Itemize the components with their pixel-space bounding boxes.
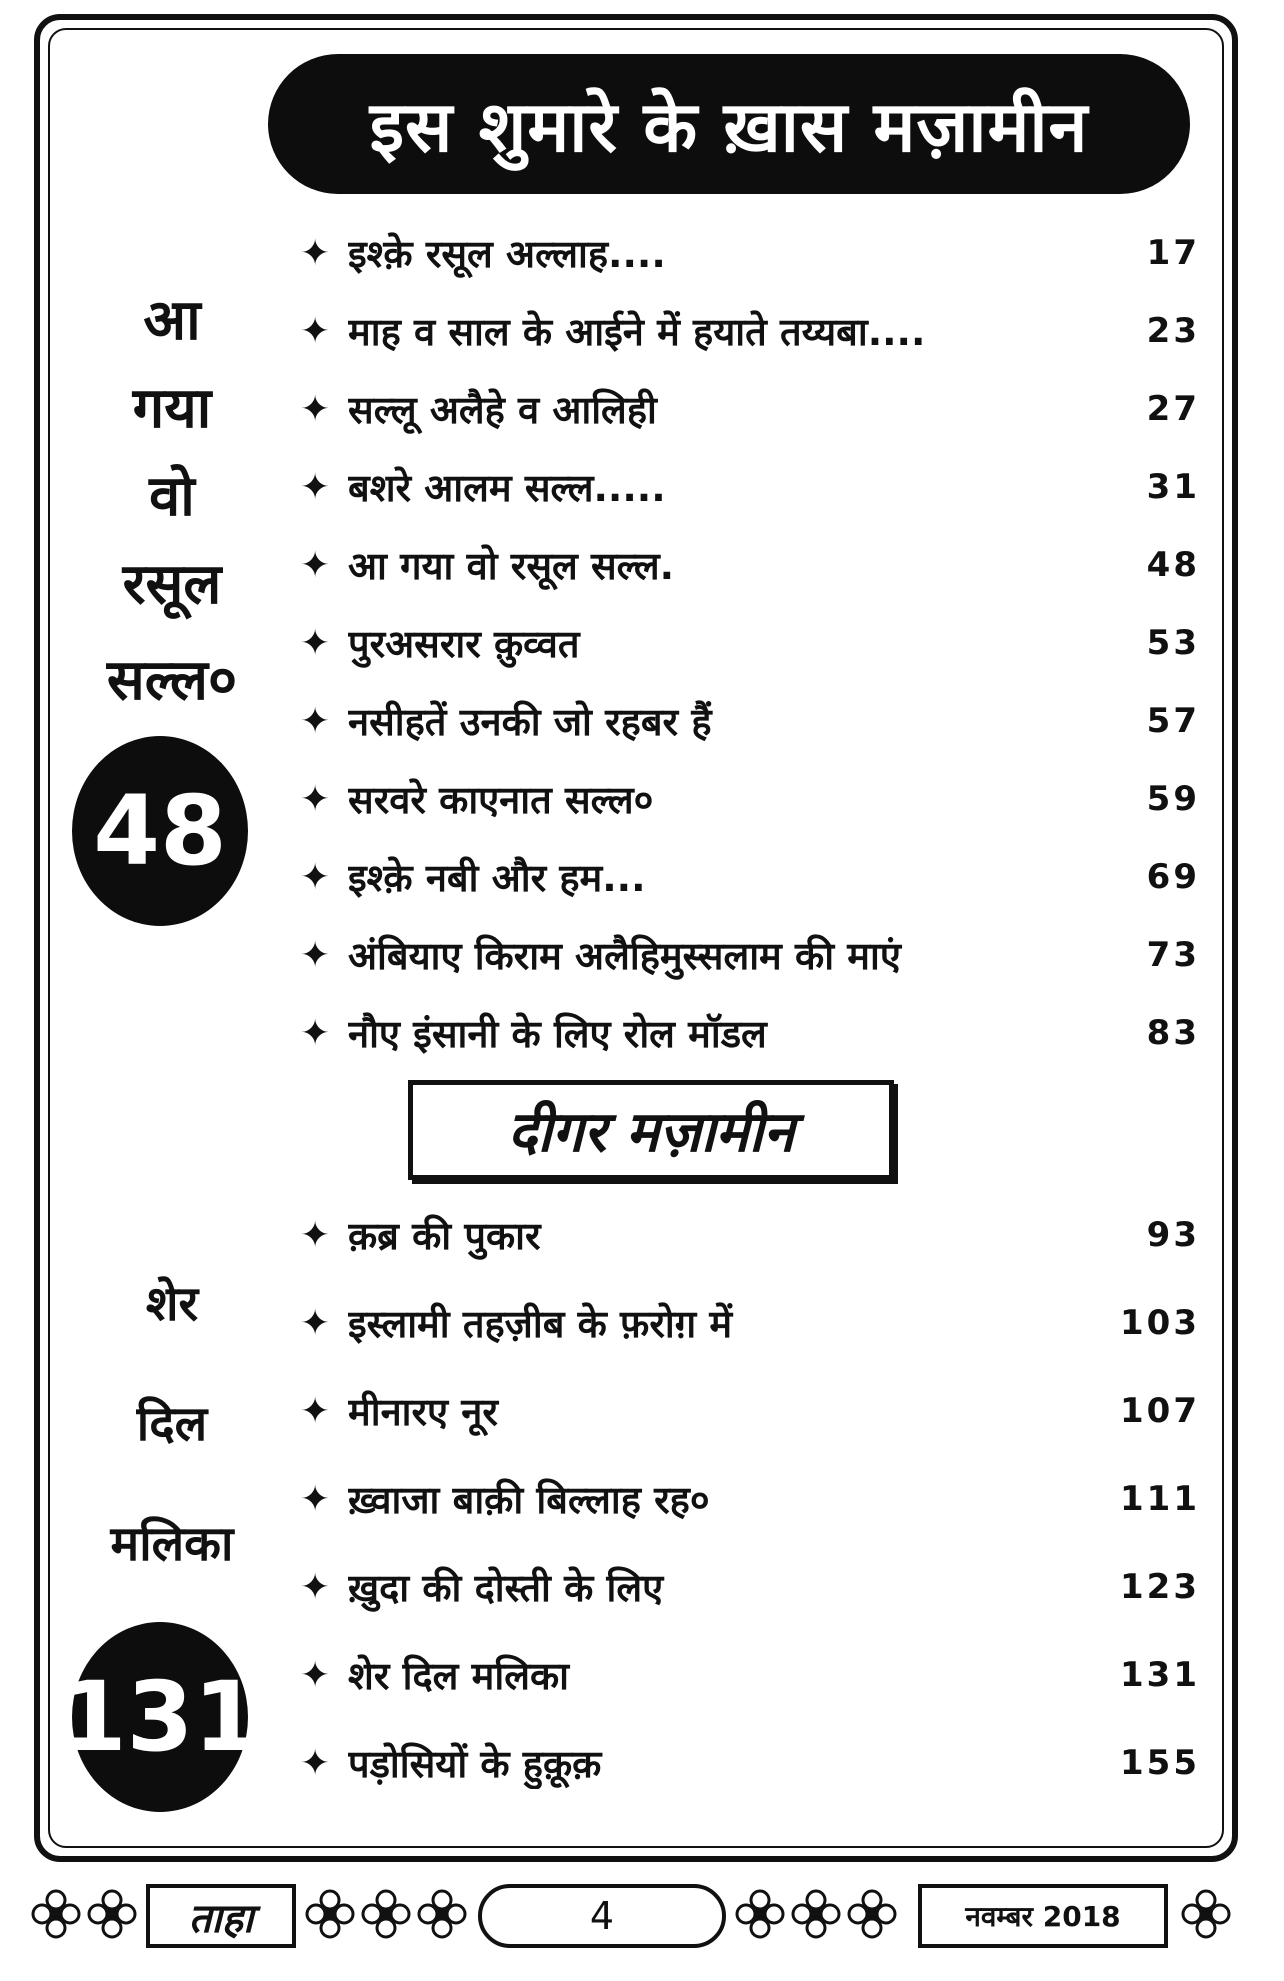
star-bullet-icon: ✦: [300, 778, 331, 820]
star-bullet-icon: ✦: [300, 1566, 331, 1608]
toc-item-page: 23: [1146, 311, 1200, 351]
toc-item-title: नसीहतें उनकी जो रहबर हैं: [348, 700, 712, 744]
toc-item-title: सरवरे काएनात सल्ल०: [348, 778, 654, 822]
page-number: 4: [478, 1884, 726, 1948]
star-bullet-icon: ✦: [300, 700, 331, 742]
toc-item-page: 53: [1146, 623, 1200, 663]
toc-item[interactable]: [300, 374, 1200, 444]
featured-page-badge-top: 48: [72, 736, 248, 926]
toc-item-title: क़ब्र की पुकार: [348, 1214, 541, 1258]
toc-item-title: पड़ोसियों के हुक़ूक़: [348, 1742, 602, 1786]
star-bullet-icon: ✦: [300, 388, 331, 430]
star-bullet-icon: ✦: [300, 1742, 331, 1784]
toc-item[interactable]: [300, 1200, 1200, 1270]
toc-item-page: 107: [1120, 1391, 1200, 1431]
star-bullet-icon: ✦: [300, 544, 331, 586]
star-bullet-icon: ✦: [300, 1214, 331, 1256]
side-word-3: वो: [149, 464, 195, 529]
toc-item-page: 59: [1146, 779, 1200, 819]
star-bullet-icon: ✦: [300, 1012, 331, 1054]
toc-item[interactable]: [300, 218, 1200, 288]
toc-item-title: इश्क़े रसूल अल्लाह....: [348, 232, 666, 276]
toc-item-page: 131: [1120, 1655, 1200, 1695]
flower-ornament-icon: [846, 1888, 898, 1940]
toc-item-title: मीनारए नूर: [348, 1390, 498, 1434]
toc-item[interactable]: [300, 842, 1200, 912]
side-word-bottom-2: दिल: [136, 1396, 208, 1452]
star-bullet-icon: ✦: [300, 934, 331, 976]
star-bullet-icon: ✦: [300, 1302, 331, 1344]
toc-item[interactable]: [300, 1728, 1200, 1798]
toc-item[interactable]: [300, 686, 1200, 756]
star-bullet-icon: ✦: [300, 622, 331, 664]
toc-item-title: इश्क़े नबी और हम...: [348, 856, 646, 900]
toc-item-title: सल्लू अलैहे व आलिही: [348, 388, 657, 432]
side-word-1: आ: [143, 288, 201, 353]
flower-ornament-icon: [30, 1888, 82, 1940]
star-bullet-icon: ✦: [300, 1390, 331, 1432]
star-bullet-icon: ✦: [300, 1654, 331, 1696]
toc-item-page: 123: [1120, 1567, 1200, 1607]
page-footer: [30, 1880, 1254, 1960]
toc-item-title: पुरअसरार क़ुव्वत: [348, 622, 580, 666]
flower-ornament-icon: [1180, 1888, 1232, 1940]
toc-item[interactable]: [300, 1552, 1200, 1622]
toc-item-page: 69: [1146, 857, 1200, 897]
flower-ornament-icon: [86, 1888, 138, 1940]
toc-item-title: नौए इंसानी के लिए रोल मॉडल: [348, 1012, 767, 1056]
toc-item[interactable]: [300, 764, 1200, 834]
toc-item-title: ख़ुदा की दोस्ती के लिए: [348, 1566, 664, 1610]
flower-ornament-icon: [734, 1888, 786, 1940]
star-bullet-icon: ✦: [300, 310, 331, 352]
toc-item[interactable]: [300, 1640, 1200, 1710]
toc-item[interactable]: [300, 920, 1200, 990]
toc-item[interactable]: [300, 296, 1200, 366]
toc-item-page: 27: [1146, 389, 1200, 429]
toc-item-title: शेर दिल मलिका: [348, 1654, 569, 1698]
toc-item-title: बशरे आलम सल्ल.....: [348, 466, 666, 510]
side-word-5: सल्ल०: [106, 648, 238, 713]
side-word-4: रसूल: [122, 552, 222, 617]
star-bullet-icon: ✦: [300, 466, 331, 508]
toc-item[interactable]: [300, 1288, 1200, 1358]
toc-item-page: 17: [1146, 233, 1200, 273]
toc-item-page: 103: [1120, 1303, 1200, 1343]
toc-item[interactable]: [300, 1376, 1200, 1446]
toc-item-page: 93: [1146, 1215, 1200, 1255]
magazine-name: ताहा: [146, 1884, 296, 1948]
toc-item-title: अंबियाए किराम अलैहिमुस्सलाम की माएं: [348, 934, 901, 978]
flower-ornament-icon: [360, 1888, 412, 1940]
featured-page-badge-bottom: 131: [72, 1622, 248, 1812]
section-heading: दीगर मज़ामीन: [408, 1080, 894, 1180]
toc-item-title: आ गया वो रसूल सल्ल.: [348, 544, 675, 588]
toc-item-page: 83: [1146, 1013, 1200, 1053]
toc-item-page: 48: [1146, 545, 1200, 585]
page-title: इस शुमारे के ख़ास मज़ामीन: [268, 54, 1190, 194]
toc-item[interactable]: [300, 530, 1200, 600]
toc-item-title: माह व साल के आईने में हयाते तय्यबा....: [348, 310, 926, 354]
toc-item-title: ख़्वाजा बाक़ी बिल्लाह रह०: [348, 1478, 710, 1522]
toc-item-page: 155: [1120, 1743, 1200, 1783]
toc-item-page: 31: [1146, 467, 1200, 507]
toc-item-title: इस्लामी तहज़ीब के फ़रोग़ में: [348, 1302, 733, 1346]
issue-date: नवम्बर 2018: [918, 1884, 1168, 1948]
side-word-2: गया: [132, 376, 212, 441]
toc-item[interactable]: [300, 998, 1200, 1068]
flower-ornament-icon: [304, 1888, 356, 1940]
flower-ornament-icon: [416, 1888, 468, 1940]
toc-item[interactable]: [300, 608, 1200, 678]
toc-item-page: 57: [1146, 701, 1200, 741]
toc-item-page: 73: [1146, 935, 1200, 975]
flower-ornament-icon: [790, 1888, 842, 1940]
toc-item[interactable]: [300, 1464, 1200, 1534]
toc-item[interactable]: [300, 452, 1200, 522]
side-word-bottom-3: मलिका: [110, 1516, 234, 1572]
star-bullet-icon: ✦: [300, 232, 331, 274]
toc-item-page: 111: [1120, 1479, 1200, 1519]
star-bullet-icon: ✦: [300, 856, 331, 898]
star-bullet-icon: ✦: [300, 1478, 331, 1520]
side-word-bottom-1: शेर: [145, 1276, 199, 1332]
